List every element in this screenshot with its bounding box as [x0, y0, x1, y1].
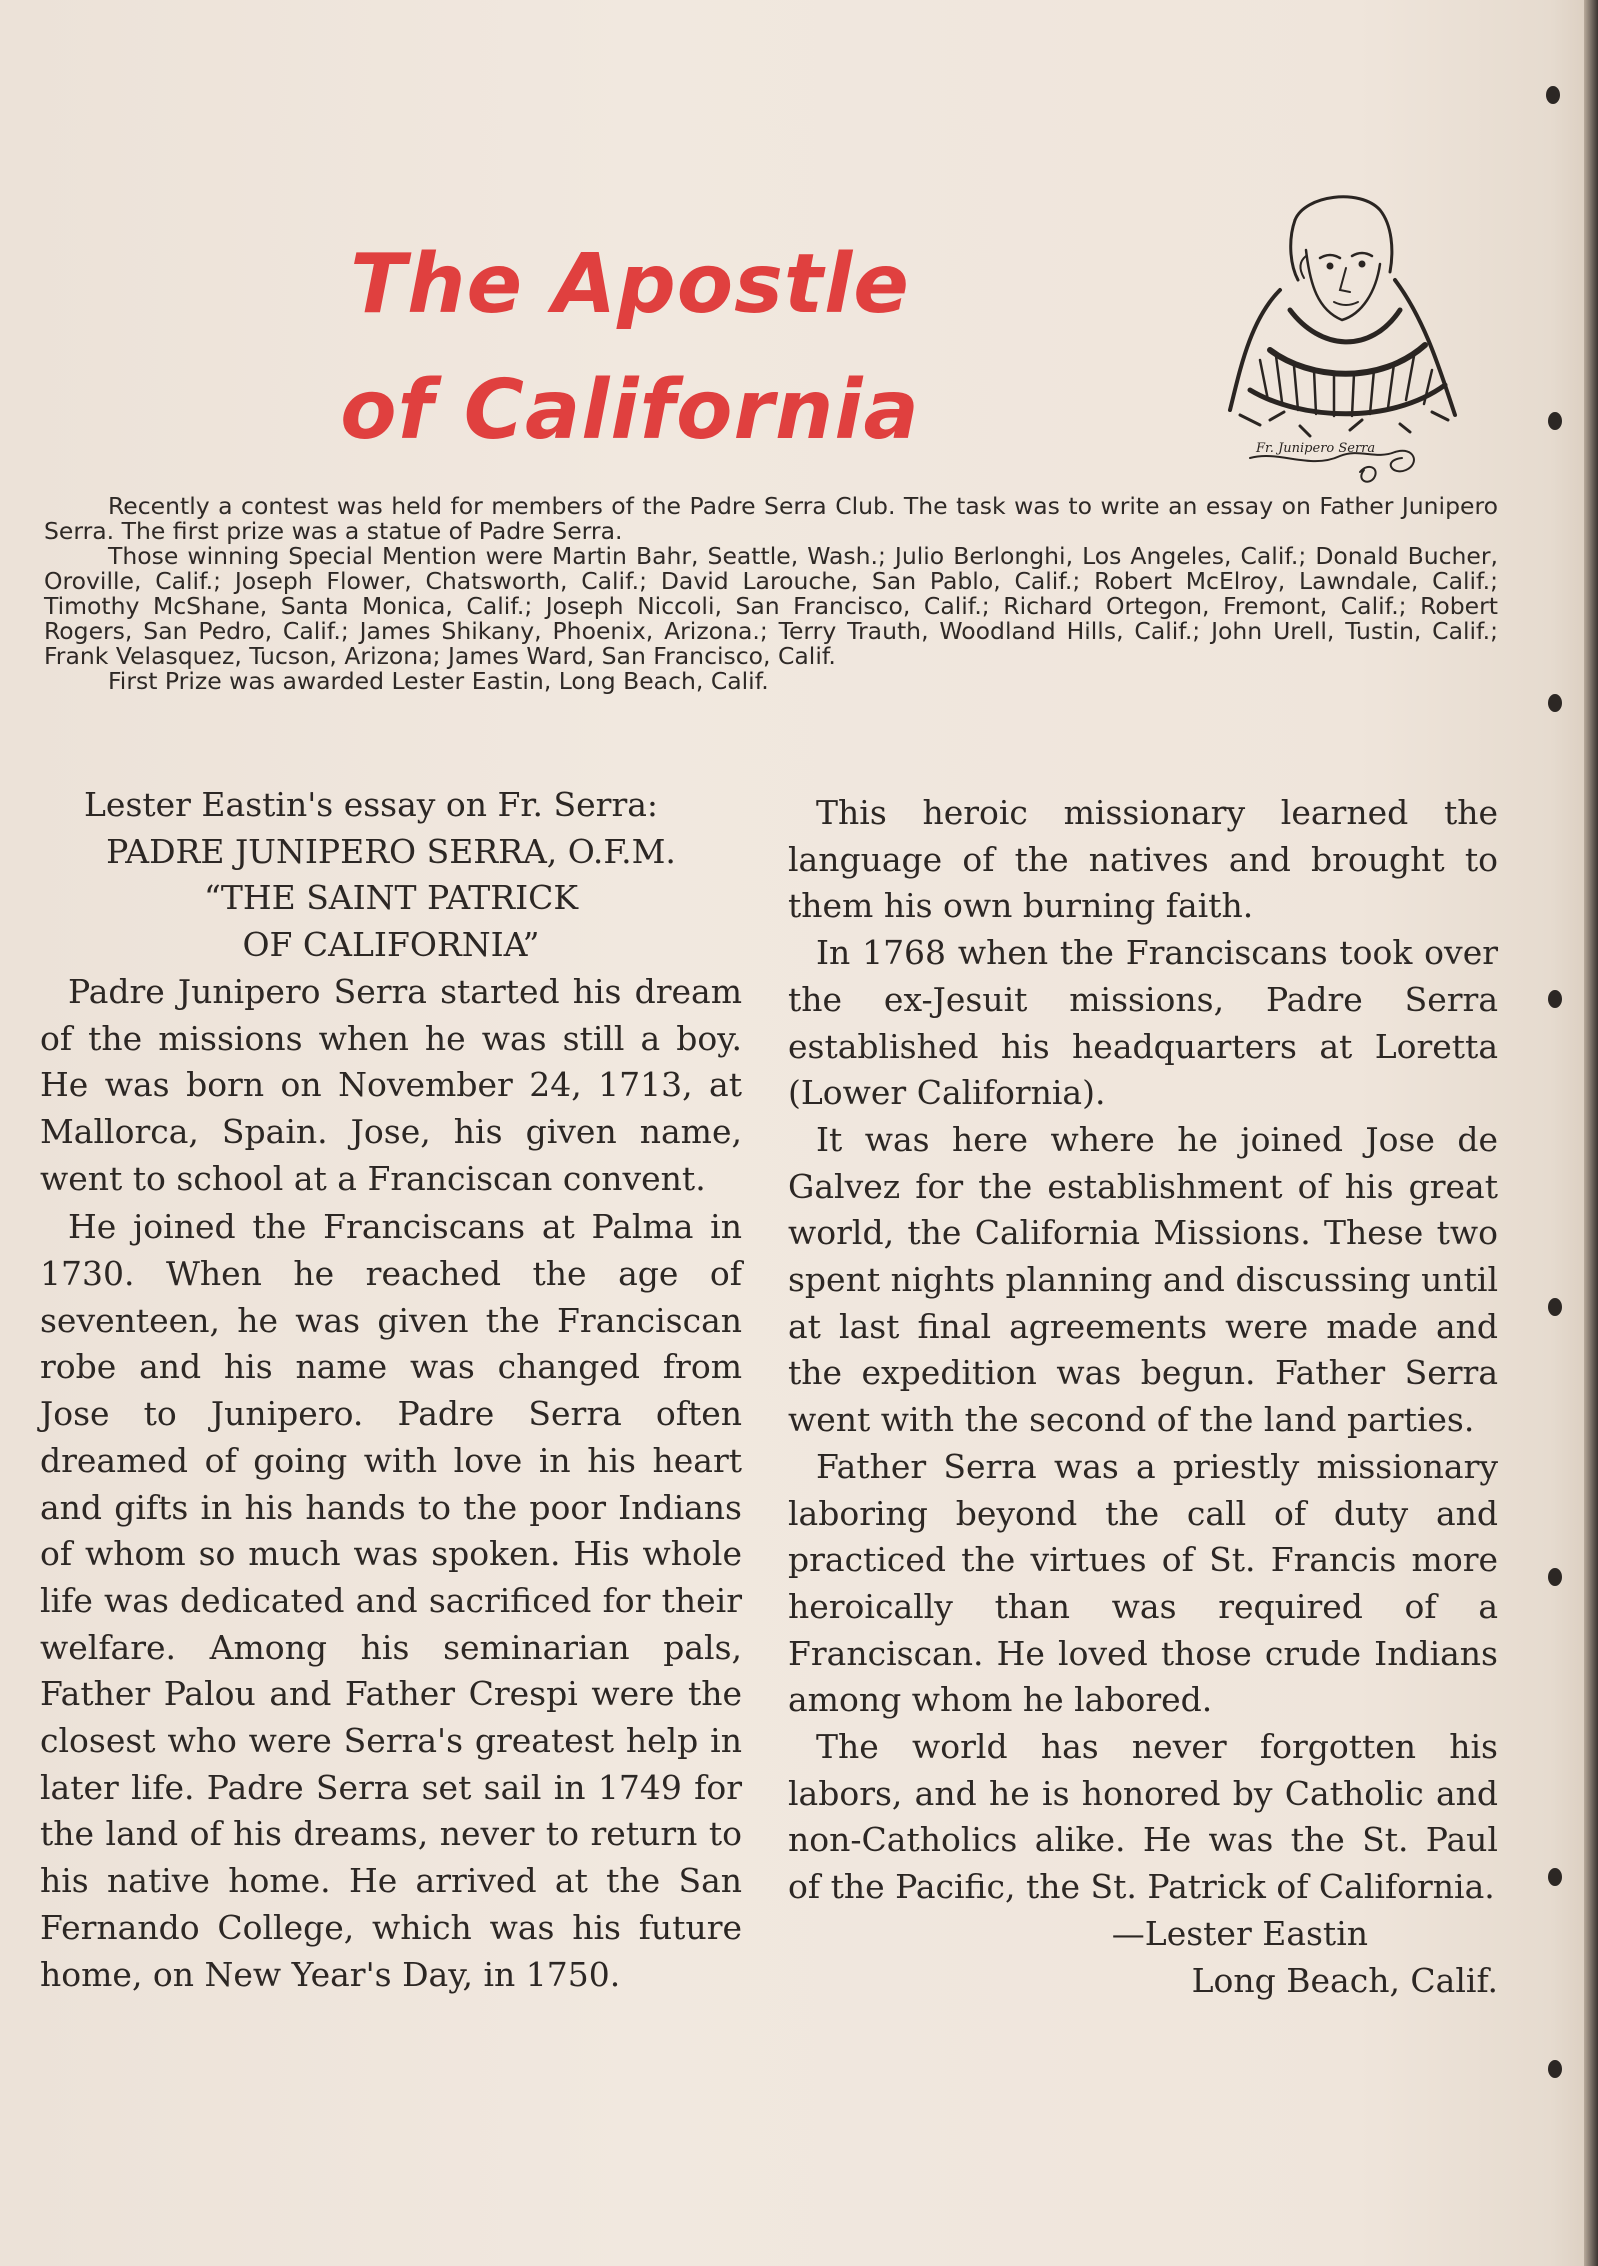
page-title-line-2: of California: [340, 363, 920, 458]
binding-hole: [1546, 86, 1560, 104]
binding-hole: [1548, 1868, 1562, 1886]
essay-paragraph: Padre Junipero Serra started his dream of the missions when he was still a boy. He was born on November 24, 1713, at Mallorca, Spain. Jose, his given name, went to school at a Franciscan convent.: [40, 971, 742, 1198]
intro-paragraph: Recently a contest was held for members of the Padre Serra Club. The task was to write an essay on Father Junipero Serra. The first prize was a statue of Padre Serra.: [44, 492, 1498, 545]
binding-hole: [1548, 412, 1562, 430]
essay-heading: OF CALIFORNIA”: [242, 925, 540, 965]
essay-paragraph: Father Serra was a priestly missionary laboring beyond the call of duty and practiced the virtues of St. Francis more heroically than was required of a Franciscan. He loved those crude Indians among whom he labored.: [788, 1446, 1498, 1720]
intro-paragraph: First Prize was awarded Lester Eastin, Long Beach, Calif.: [108, 667, 769, 695]
padre-serra-portrait-icon: [1210, 180, 1470, 490]
essay-signature-name: —Lester Eastin: [1111, 1913, 1368, 1953]
essay-paragraph: This heroic missionary learned the language of the natives and brought to them his own burning faith.: [788, 793, 1498, 926]
binding-hole: [1548, 694, 1562, 712]
page-title-line-1: The Apostle: [350, 237, 910, 332]
essay-paragraph: It was here where he joined Jose de Galvez for the establishment of his great world, the California Missions. These two spent nights planning and discussing until at last final agreements were made and the expedition was begun. Father Serra went with the second of the land parties.: [788, 1119, 1498, 1440]
binding-hole: [1548, 1298, 1562, 1316]
essay-paragraph: In 1768 when the Franciscans took over the ex-Jesuit missions, Padre Serra established his headquarters at Loretta (Lower California).: [788, 933, 1498, 1113]
binding-hole: [1548, 990, 1562, 1008]
intro-paragraph: Those winning Special Mention were Martin Bahr, Seattle, Wash.; Julio Berlonghi, Los Angeles, Calif.; Donald Bucher, Oroville, Calif.; Joseph Flower, Chatsworth, Calif.; David Larouche, San Pablo, Calif.; Robert McElroy, Lawndale, Calif.; Timothy McShane, Santa Monica, Calif.; Joseph Niccoli, San Francisco, Calif.; Richard Ortegon, Fremont, Calif.; Robert Rogers, San Pedro, Calif.; James Shikany, Phoenix, Arizona.; Terry Trauth, Woodland Hills, Calif.; John Urell, Tustin, Calif.; Frank Velasquez, Tucson, Arizona; James Ward, San Francisco, Calif.: [44, 542, 1498, 670]
essay-heading: PADRE JUNIPERO SERRA, O.F.M.: [106, 831, 676, 871]
essay-column-right: [788, 790, 1498, 2004]
essay-intro-line: Lester Eastin's essay on Fr. Serra:: [84, 785, 659, 824]
binding-hole: [1548, 2060, 1562, 2078]
essay-signature-place: Long Beach, Calif.: [1191, 1960, 1498, 2000]
essay-paragraph: He joined the Franciscans at Palma in 1730. When he reached the age of seventeen, he was given the Franciscan robe and his name was changed from Jose to Junipero. Padre Serra often dreamed of going with love in his heart and gifts in his hands to the poor Indians of whom so much was spoken. His whole life was dedicated and sacrificed for their welfare. Among his seminarian pals, Father Palou and Father Crespi were the closest who were Serra's greatest help in later life. Padre Serra set sail in 1749 for the land of his dreams, never to return to his native home. He arrived at the San Fernando College, which was his future home, on New Year's Day, in 1750.: [40, 1207, 742, 1994]
svg-text:Fr. Junipero Serra: Fr. Junipero Serra: [1256, 441, 1376, 456]
essay-heading: “THE SAINT PATRICK: [203, 878, 579, 918]
contest-intro: [44, 494, 1498, 694]
essay-column-left: [40, 782, 742, 1998]
essay-paragraph: The world has never forgotten his labors, and he is honored by Catholic and non-Catholics alike. He was the St. Paul of the Pacific, the St. Patrick of California.: [788, 1727, 1498, 1907]
page-binding-edge: [1584, 0, 1598, 2266]
binding-hole: [1548, 1568, 1562, 1586]
